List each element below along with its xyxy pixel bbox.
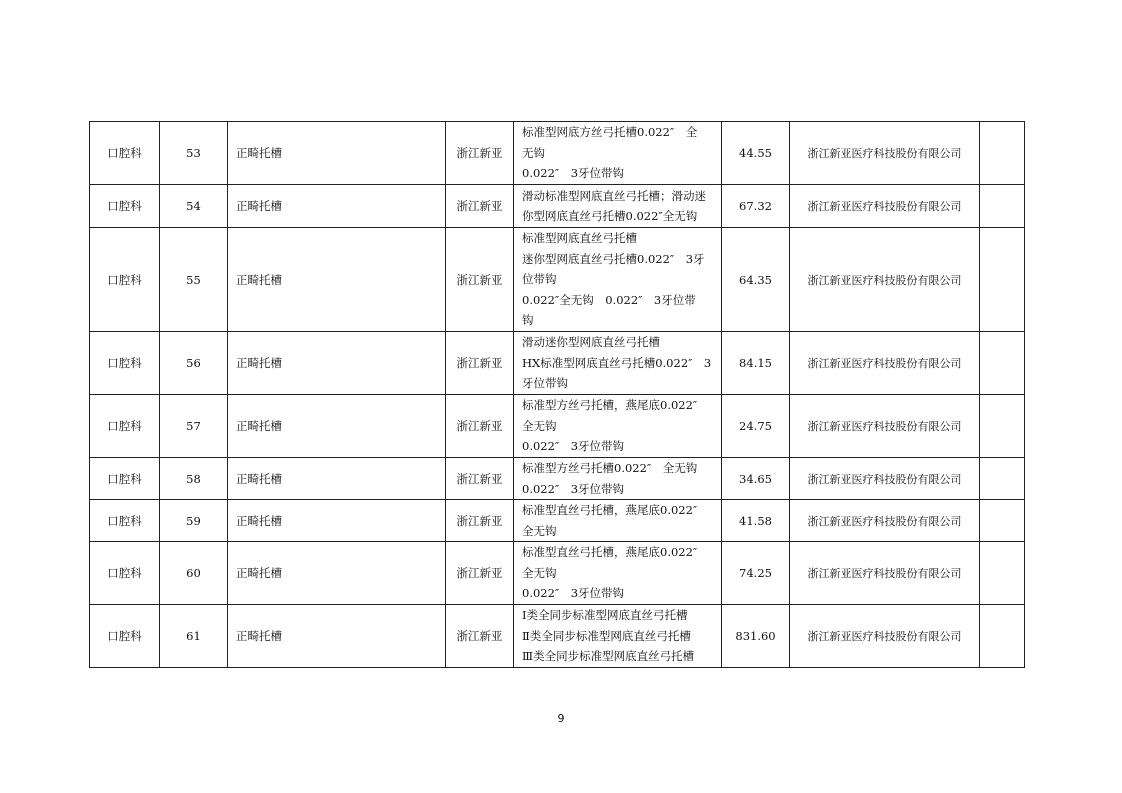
specification-cell [514,500,722,542]
price-cell: 84.15 [722,332,790,395]
specification-line: 标准型直丝弓托槽，燕尾底0.022″ [522,545,698,560]
product-name-cell: 正畸托槽 [228,122,446,185]
brand-cell: 浙江新亚 [446,228,514,332]
specification-line: 0.022″ 3牙位带钩 [522,586,625,601]
brand-cell: 浙江新亚 [446,500,514,542]
department-cell: 口腔科 [90,332,160,395]
specification-line: 迷你型网底直丝弓托槽0.022″ 3牙 [522,251,705,266]
price-cell: 44.55 [722,122,790,185]
item-number-cell: 60 [160,542,228,605]
specification-cell [514,185,722,228]
price-cell: 831.60 [722,605,790,668]
specification-line: 标准型网底直丝弓托槽 [522,231,637,246]
brand-cell: 浙江新亚 [446,332,514,395]
specification-line: 0.022″ 3牙位带钩 [522,166,625,181]
table-row [90,185,1025,228]
department-cell: 口腔科 [90,542,160,605]
product-name-cell: 正畸托槽 [228,458,446,500]
table-row [90,458,1025,500]
product-name-cell: 正畸托槽 [228,605,446,668]
table-row [90,332,1025,395]
product-name-cell: 正畸托槽 [228,228,446,332]
company-cell: 浙江新亚医疗科技股份有限公司 [790,395,980,458]
specification-line: 0.022″ 3牙位带钩 [522,439,625,454]
table-row [90,228,1025,332]
item-number-cell: 61 [160,605,228,668]
empty-cell [980,395,1025,458]
specification-line: 滑动迷你型网底直丝弓托槽 [522,335,660,350]
table-row [90,605,1025,668]
specification-cell [514,395,722,458]
brand-cell: 浙江新亚 [446,395,514,458]
product-name-cell: 正畸托槽 [228,542,446,605]
company-cell: 浙江新亚医疗科技股份有限公司 [790,500,980,542]
specification-line: 全无钩 [522,523,557,538]
price-cell: 24.75 [722,395,790,458]
table-row [90,122,1025,185]
empty-cell [980,500,1025,542]
specification-cell [514,458,722,500]
brand-cell: 浙江新亚 [446,185,514,228]
item-number-cell: 58 [160,458,228,500]
empty-cell [980,542,1025,605]
empty-cell [980,122,1025,185]
specification-line: 牙位带钩 [522,376,568,391]
table-row [90,542,1025,605]
table-row [90,500,1025,542]
department-cell: 口腔科 [90,395,160,458]
price-cell: 34.65 [722,458,790,500]
empty-cell [980,458,1025,500]
specification-line: 你型网底直丝弓托槽0.022″全无钩 [522,209,698,223]
department-cell: 口腔科 [90,122,160,185]
company-cell: 浙江新亚医疗科技股份有限公司 [790,228,980,332]
brand-cell: 浙江新亚 [446,458,514,500]
company-cell: 浙江新亚医疗科技股份有限公司 [790,458,980,500]
specification-line: Ⅱ类全同步标准型网底直丝弓托槽 [522,628,691,643]
specification-line: Ⅰ类全同步标准型网底直丝弓托槽 [522,608,688,623]
specification-line: 钩 [522,313,534,328]
company-cell: 浙江新亚医疗科技股份有限公司 [790,605,980,668]
empty-cell [980,332,1025,395]
specification-line: 无钩 [522,145,545,160]
price-cell: 64.35 [722,228,790,332]
department-cell: 口腔科 [90,228,160,332]
product-name-cell: 正畸托槽 [228,395,446,458]
department-cell: 口腔科 [90,185,160,228]
specification-line: 全无钩 [522,565,557,580]
table-row [90,395,1025,458]
specification-line: 滑动标准型网底直丝弓托槽；滑动迷 [522,188,706,203]
price-cell: 74.25 [722,542,790,605]
empty-cell [980,185,1025,228]
page-number: 9 [557,712,565,725]
department-cell: 口腔科 [90,458,160,500]
product-name-cell: 正畸托槽 [228,332,446,395]
specification-cell [514,605,722,668]
item-number-cell: 55 [160,228,228,332]
specification-cell [514,228,722,332]
specification-line: HX标准型网底直丝弓托槽0.022″ 3 [522,355,712,370]
company-cell: 浙江新亚医疗科技股份有限公司 [790,332,980,395]
company-cell: 浙江新亚医疗科技股份有限公司 [790,122,980,185]
table-body [90,122,1025,668]
specification-line: 位带钩 [522,272,557,287]
brand-cell: 浙江新亚 [446,122,514,185]
brand-cell: 浙江新亚 [446,605,514,668]
item-number-cell: 57 [160,395,228,458]
empty-cell [980,605,1025,668]
specification-line: 标准型直丝弓托槽，燕尾底0.022″ [522,503,698,517]
empty-cell [980,228,1025,332]
specification-line: 标准型方丝弓托槽，燕尾底0.022″ [522,398,698,413]
price-cell: 41.58 [722,500,790,542]
item-number-cell: 53 [160,122,228,185]
specification-line: 0.022″全无钩 0.022″ 3牙位带 [522,292,696,307]
company-cell: 浙江新亚医疗科技股份有限公司 [790,542,980,605]
product-name-cell: 正畸托槽 [228,500,446,542]
specification-cell [514,542,722,605]
department-cell: 口腔科 [90,605,160,668]
specification-line: 0.022″ 3牙位带钩 [522,481,625,496]
item-number-cell: 54 [160,185,228,228]
product-name-cell: 正畸托槽 [228,185,446,228]
specification-line: 标准型网底方丝弓托槽0.022″ 全 [522,125,698,140]
specification-cell [514,332,722,395]
item-number-cell: 56 [160,332,228,395]
item-number-cell: 59 [160,500,228,542]
company-cell: 浙江新亚医疗科技股份有限公司 [790,185,980,228]
specification-line: 标准型方丝弓托槽0.022″ 全无钩 [522,461,698,475]
price-cell: 67.32 [722,185,790,228]
specification-cell [514,122,722,185]
brand-cell: 浙江新亚 [446,542,514,605]
department-cell: 口腔科 [90,500,160,542]
pricing-table [89,121,1025,668]
specification-line: Ⅲ类全同步标准型网底直丝弓托槽 [522,649,695,664]
specification-line: 全无钩 [522,418,557,433]
